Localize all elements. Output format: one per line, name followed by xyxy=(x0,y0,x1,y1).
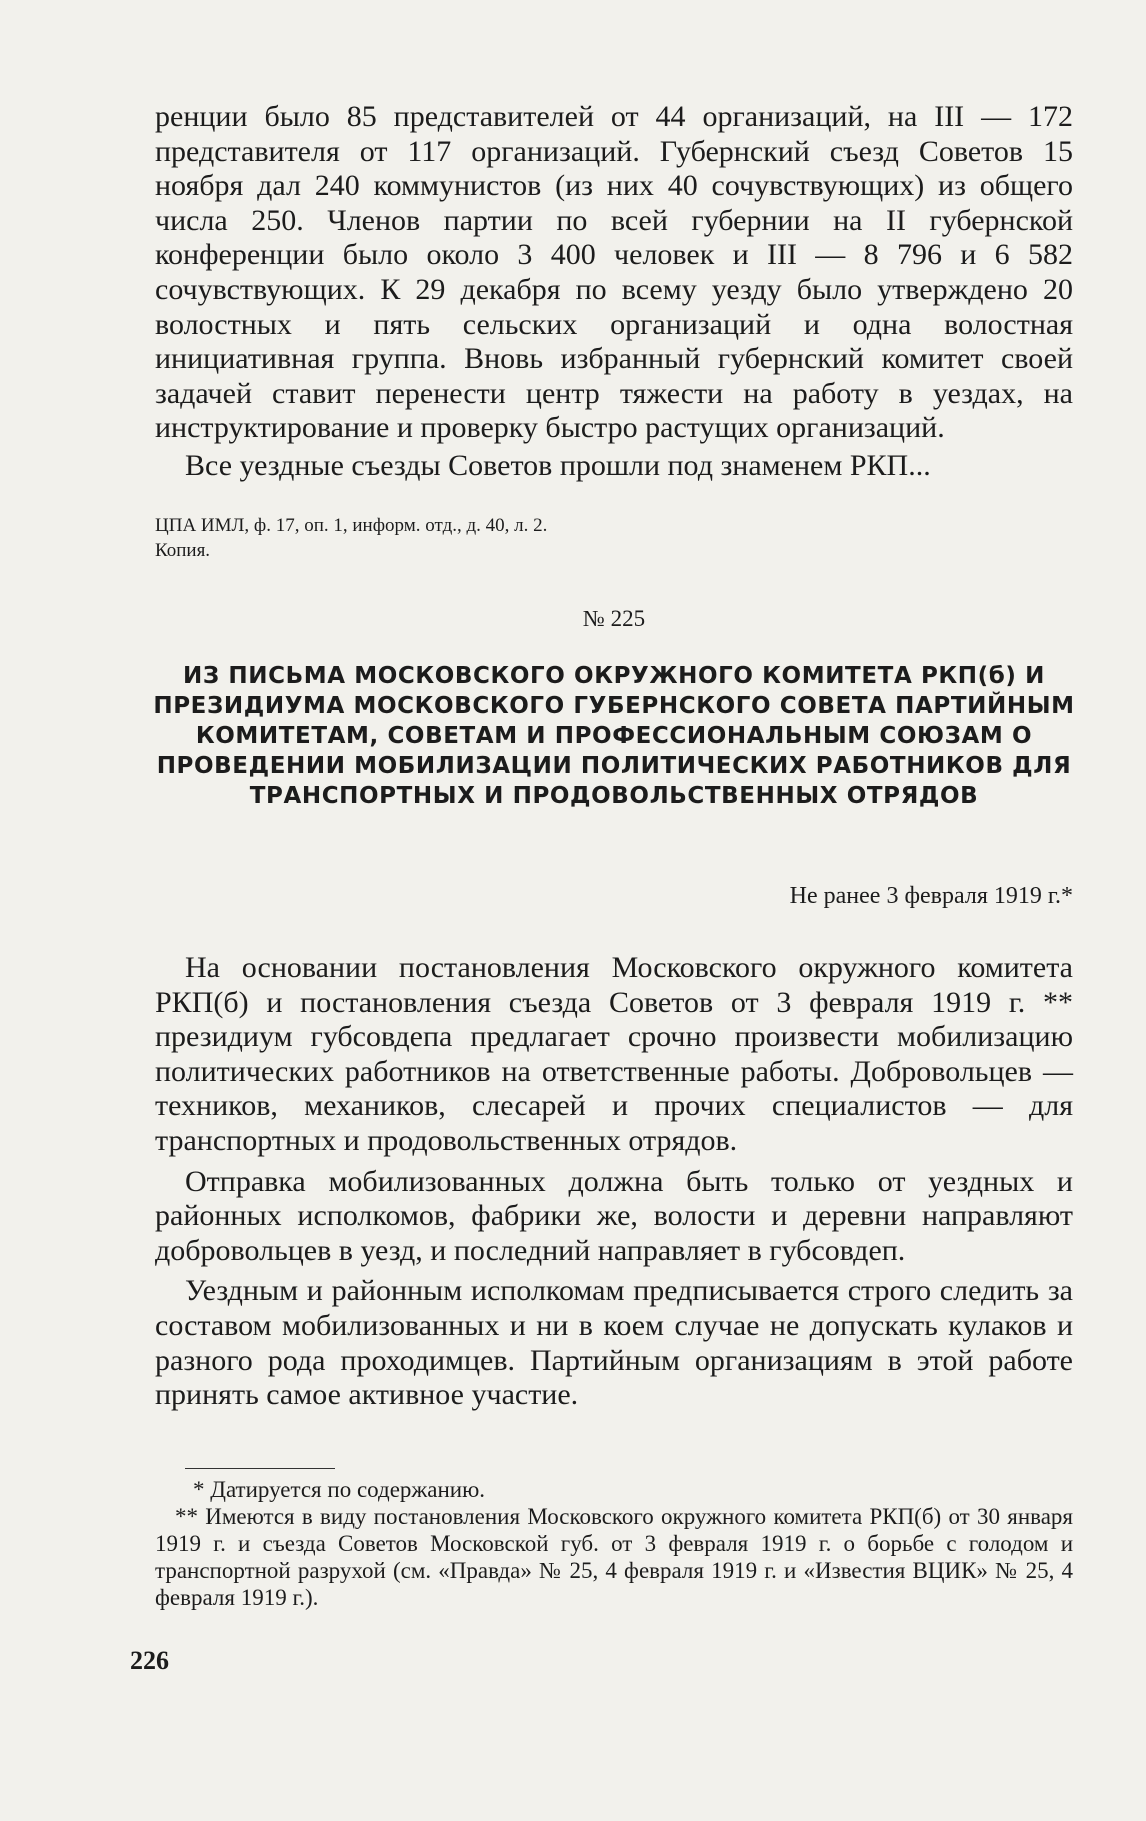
page-number: 226 xyxy=(130,1646,169,1675)
footnote-2: ** Имеются в виду постановления Московского окружного комитета РКП(б) от 30 января 1919 г. и съезда Советов Московской губ. от 3 февраля 1919 г. о борьбе с голодом и транспортной разрухой (см. «Правда» № 25, 4 февраля 1919 г. и «Известия ВЦИК» № 25, 4 февраля 1919 г.). xyxy=(155,1504,1073,1610)
continued-text xyxy=(155,100,1073,484)
closing-paragraph: Все уездные съезды Советов прошли под знаменем РКП... xyxy=(185,448,931,482)
archive-citation: ЦПА ИМЛ, ф. 17, оп. 1, информ. отд., д. 40, л. 2. Копия. xyxy=(155,515,548,561)
document-title: ИЗ ПИСЬМА МОСКОВСКОГО ОКРУЖНОГО КОМИТЕТА РКП(б) И ПРЕЗИДИУМА МОСКОВСКОГО ГУБЕРНСКОГО СОВЕТА ПАРТИЙНЫМ КОМИТЕТАМ, СОВЕТАМ И ПРОФЕССИОНАЛЬНЫМ СОЮЗАМ О ПРОВЕДЕНИИ МОБИЛИЗАЦИИ ПОЛИТИЧЕСКИХ РАБОТНИКОВ ДЛЯ ТРАНСПОРТНЫХ И ПРОДОВОЛЬСТВЕННЫХ ОТРЯДОВ xyxy=(153,663,1075,809)
document-number: № 225 xyxy=(582,606,646,631)
body-paragraph-2: Отправка мобилизованных должна быть только от уездных и районных исполкомов, фабрики же, волости и деревни направляют добровольцев в уезд, и последний направляет в губсовдеп. xyxy=(155,1164,1073,1267)
source-reference xyxy=(155,513,1073,563)
body-paragraph-3: Уездным и районным исполкомам предписывается строго следить за составом мобилизованных и ни в коем случае не допускать кулаков и разного рода проходимцев. Партийным организациям в этой работе принять самое активное участие. xyxy=(155,1274,1073,1412)
footnote-divider xyxy=(185,1468,335,1469)
document-title-block xyxy=(150,661,1078,811)
document-date-block xyxy=(155,883,1073,910)
document-body xyxy=(155,951,1073,1413)
continued-paragraph: ренции было 85 представителей от 44 организаций, на III — 172 представителя от 117 организаций. Губернский съезд Советов 15 ноября дал 240 коммунистов (из них 40 сочувствующих) из общего числа 250. Членов партии по всей губернии на II губернской конференции было около 3 400 человек и III — 8 796 и 6 582 сочувствующих. К 29 декабря по всему уезду было утверждено 20 волостных и пять сельских организаций и одна волостная инициативная группа. Вновь избранный губернский комитет своей задачей ставит перенести центр тяжести на работу в уездах, на инструктирование и проверку быстро растущих организаций. xyxy=(155,100,1073,445)
body-paragraph-1: На основании постановления Московского окружного комитета РКП(б) и постановления съезда Советов от 3 февраля 1919 г. ** президиум губсовдепа предлагает срочно произвести мобилизацию политических работников на ответственные работы. Добровольцев — техников, механиков, слесарей и прочих специалистов — для транспортных и продовольственных отрядов. xyxy=(155,951,1073,1157)
footnote-1: * Датируется по содержанию. xyxy=(193,1477,486,1502)
document-header xyxy=(155,606,1073,632)
footnotes xyxy=(155,1476,1073,1611)
document-date: Не ранее 3 февраля 1919 г.* xyxy=(789,883,1073,909)
